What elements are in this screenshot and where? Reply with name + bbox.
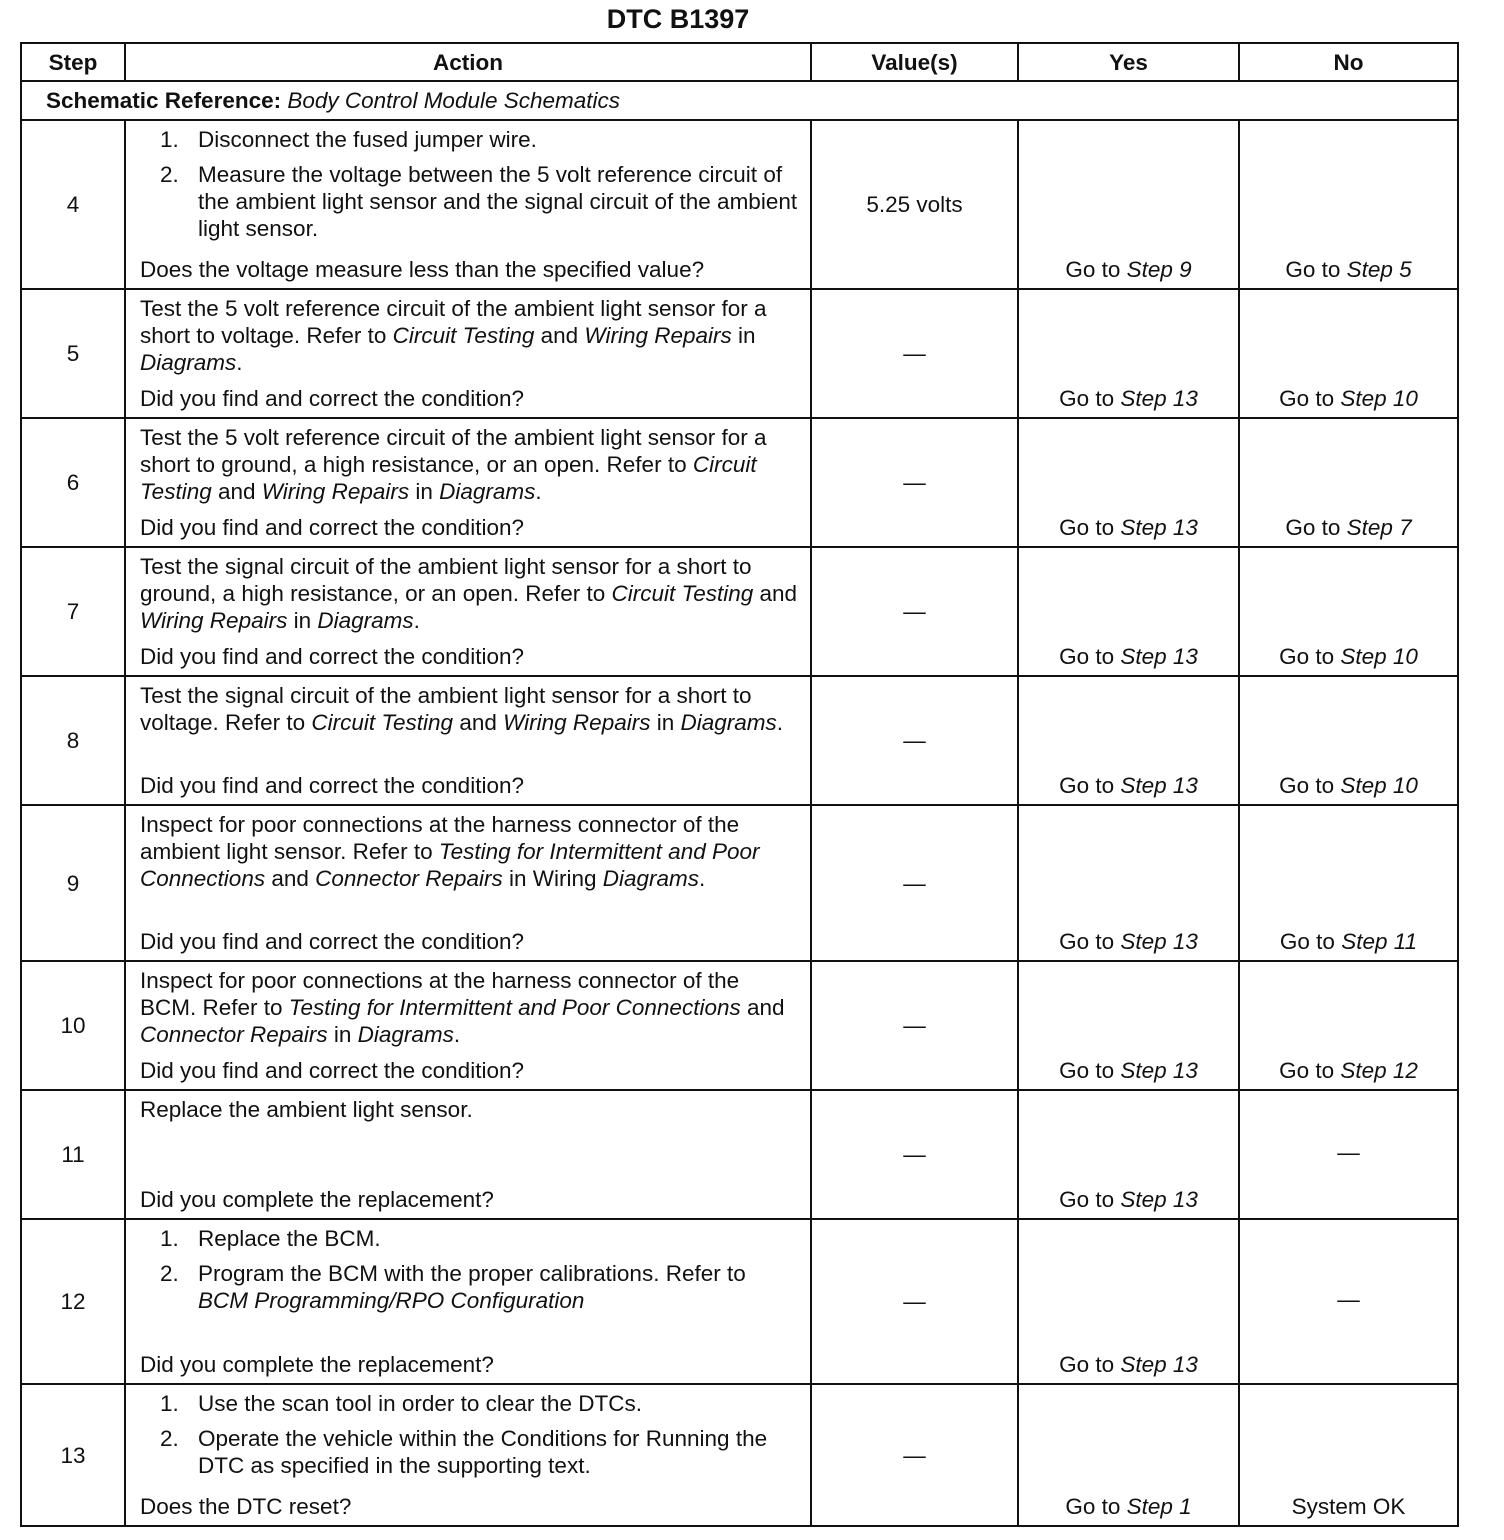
item-text: Use the scan tool in order to clear the DTCs. xyxy=(198,1391,642,1416)
goto-prefix: Go to xyxy=(1059,515,1115,540)
action-text: in xyxy=(650,710,681,735)
action-question: Did you find and correct the condition? xyxy=(140,386,524,411)
action-content xyxy=(140,967,800,1084)
goto-step-link: Step 13 xyxy=(1120,929,1198,954)
action-text: and xyxy=(753,581,798,606)
action-content xyxy=(140,1225,800,1378)
yes-cell xyxy=(1018,418,1239,547)
action-question: Did you find and correct the condition? xyxy=(140,929,524,954)
goto-prefix: Go to xyxy=(1065,1494,1121,1519)
header-no: No xyxy=(1239,43,1458,81)
goto-prefix: Go to xyxy=(1065,257,1121,282)
action-body xyxy=(140,1390,800,1487)
action-cell xyxy=(125,547,811,676)
value-cell: 5.25 volts xyxy=(811,120,1018,289)
action-text: and xyxy=(211,479,262,504)
step-row xyxy=(21,676,1458,805)
step-row xyxy=(21,961,1458,1090)
goto-prefix: Go to xyxy=(1059,644,1115,669)
yes-cell xyxy=(1018,289,1239,418)
action-emphasis: Circuit Testing xyxy=(392,323,535,348)
item-number: 2. xyxy=(160,1261,179,1286)
action-text: . xyxy=(236,350,243,375)
action-emphasis: Circuit Testing xyxy=(311,710,454,735)
action-emphasis: Wiring Repairs xyxy=(261,479,410,504)
yes-cell xyxy=(1018,805,1239,961)
goto-step-link: Step 7 xyxy=(1346,515,1412,540)
step-row xyxy=(21,547,1458,676)
action-body xyxy=(140,811,800,892)
yes-cell xyxy=(1018,1384,1239,1526)
no-cell xyxy=(1239,1384,1458,1526)
yes-cell xyxy=(1018,961,1239,1090)
goto-prefix: Go to xyxy=(1279,1058,1335,1083)
no-cell xyxy=(1239,547,1458,676)
no-cell xyxy=(1239,676,1458,805)
action-text: Inspect for poor connections at the harness connector of the ambient light sensor. Refer to xyxy=(140,812,740,864)
action-cell xyxy=(125,1090,811,1219)
action-text: in xyxy=(287,608,318,633)
item-text: Replace the BCM. xyxy=(198,1226,381,1251)
action-text: and xyxy=(740,995,785,1020)
goto-prefix: Go to xyxy=(1279,929,1335,954)
action-text: Replace the ambient light sensor. xyxy=(140,1097,473,1122)
no-cell xyxy=(1239,1090,1458,1219)
item-number: 1. xyxy=(160,1226,179,1251)
document-title: DTC B1397 xyxy=(606,4,750,34)
action-text: Test the signal circuit of the ambient light sensor for a short to ground, a high resistance, or an open. Refer to xyxy=(140,554,752,606)
action-question: Did you complete the replacement? xyxy=(140,1187,494,1212)
action-text: in xyxy=(409,479,440,504)
diagnostic-table xyxy=(20,42,1459,1527)
action-emphasis: Connector Repairs xyxy=(140,1022,328,1047)
action-cell xyxy=(125,1219,811,1384)
action-question: Does the voltage measure less than the specified value? xyxy=(140,257,705,282)
action-text: in xyxy=(731,323,756,348)
action-text: in xyxy=(327,1022,358,1047)
action-content xyxy=(140,424,800,541)
goto-step-link: Step 13 xyxy=(1120,644,1198,669)
goto-step-link: Step 11 xyxy=(1341,929,1418,954)
action-cell xyxy=(125,961,811,1090)
action-question: Did you find and correct the condition? xyxy=(140,644,524,669)
numbered-item xyxy=(160,1225,800,1252)
item-text: Measure the voltage between the 5 volt reference circuit of the ambient light sensor and the signal circuit of the ambient light sensor. xyxy=(198,162,798,241)
no-cell xyxy=(1239,1219,1458,1384)
action-text: Test the 5 volt reference circuit of the ambient light sensor for a short to ground, a high resistance, or an open. Refer to xyxy=(140,425,767,477)
numbered-item xyxy=(160,1425,800,1479)
step-row xyxy=(21,418,1458,547)
goto-step-link: Step 13 xyxy=(1120,1187,1198,1212)
item-number: 1. xyxy=(160,1391,179,1416)
action-text: and xyxy=(534,323,585,348)
header-action: Action xyxy=(125,43,811,81)
step-row xyxy=(21,1384,1458,1526)
value-cell: — xyxy=(811,547,1018,676)
action-emphasis: Diagrams xyxy=(357,1022,454,1047)
header-yes: Yes xyxy=(1018,43,1239,81)
goto-step-link: Step 13 xyxy=(1120,1058,1198,1083)
item-number: 2. xyxy=(160,162,179,187)
goto-prefix: Go to xyxy=(1059,1352,1115,1377)
goto-prefix: Go to xyxy=(1059,1187,1115,1212)
action-emphasis: Testing for Intermittent and Poor Connections xyxy=(288,995,741,1020)
value-cell: — xyxy=(811,289,1018,418)
yes-cell xyxy=(1018,1090,1239,1219)
action-body xyxy=(140,967,800,1048)
step-number: 12 xyxy=(21,1219,125,1384)
goto-prefix: Go to xyxy=(1285,257,1341,282)
goto-step-link: Step 9 xyxy=(1126,257,1192,282)
schematic-reference-row xyxy=(21,81,1458,120)
value-cell: — xyxy=(811,1219,1018,1384)
goto-prefix: Go to xyxy=(1059,929,1115,954)
action-text: Program the BCM with the proper calibrations. Refer to xyxy=(198,1261,746,1286)
item-text: Disconnect the fused jumper wire. xyxy=(198,127,537,152)
goto-step-link: Step 10 xyxy=(1340,386,1418,411)
action-question: Did you find and correct the condition? xyxy=(140,1058,524,1083)
action-content xyxy=(140,1096,800,1213)
action-cell xyxy=(125,805,811,961)
action-text: . xyxy=(535,479,542,504)
action-text: Inspect for poor connections at the harness connector of the BCM. Refer to xyxy=(140,968,740,1020)
goto-prefix: Go to xyxy=(1279,773,1335,798)
action-body xyxy=(140,424,800,505)
value-cell: — xyxy=(811,418,1018,547)
numbered-item xyxy=(160,161,800,242)
action-content xyxy=(140,126,800,283)
goto-step-link: Step 13 xyxy=(1120,515,1198,540)
item-number: 2. xyxy=(160,1426,179,1451)
action-emphasis: Wiring Repairs xyxy=(584,323,732,348)
action-emphasis: Diagrams xyxy=(602,866,700,891)
goto-prefix: Go to xyxy=(1059,1058,1115,1083)
yes-cell xyxy=(1018,676,1239,805)
action-emphasis: Diagrams xyxy=(317,608,414,633)
step-number: 8 xyxy=(21,676,125,805)
action-emphasis: Diagrams xyxy=(140,350,237,375)
action-text: . xyxy=(699,866,706,891)
action-content xyxy=(140,682,800,799)
schematic-label: Schematic Reference: xyxy=(46,88,282,113)
goto-step-link: Step 12 xyxy=(1340,1058,1418,1083)
action-text: . xyxy=(776,710,784,735)
no-cell xyxy=(1239,289,1458,418)
action-content xyxy=(140,1390,800,1520)
no-cell xyxy=(1239,418,1458,547)
action-cell xyxy=(125,418,811,547)
action-text: Test the 5 volt reference circuit of the ambient light sensor for a short to voltage. Refer to xyxy=(140,296,767,348)
header-values: Value(s) xyxy=(811,43,1018,81)
value-cell: — xyxy=(811,676,1018,805)
value-cell: — xyxy=(811,1384,1018,1526)
action-question: Did you find and correct the condition? xyxy=(140,515,524,540)
header-row xyxy=(21,43,1458,81)
yes-cell xyxy=(1018,1219,1239,1384)
action-question: Did you find and correct the condition? xyxy=(140,773,524,798)
action-body xyxy=(140,553,800,634)
yes-cell xyxy=(1018,547,1239,676)
goto-step-link: Step 10 xyxy=(1340,644,1418,669)
goto-step-link: Step 13 xyxy=(1120,386,1198,411)
action-body xyxy=(140,682,800,736)
step-number: 7 xyxy=(21,547,125,676)
step-row xyxy=(21,289,1458,418)
step-number: 5 xyxy=(21,289,125,418)
no-cell xyxy=(1239,961,1458,1090)
yes-cell xyxy=(1018,120,1239,289)
schematic-reference xyxy=(21,81,1458,120)
numbered-item xyxy=(160,126,800,153)
action-text: . xyxy=(453,1022,461,1047)
numbered-item xyxy=(160,1260,800,1314)
action-question: Did you complete the replacement? xyxy=(140,1352,494,1377)
step-row xyxy=(21,805,1458,961)
action-content xyxy=(140,553,800,670)
action-text: . xyxy=(413,608,420,633)
action-emphasis: Connector Repairs xyxy=(315,866,503,891)
step-number: 6 xyxy=(21,418,125,547)
action-emphasis: BCM Programming/RPO Configuration xyxy=(198,1288,585,1313)
action-body xyxy=(140,1225,800,1322)
step-number: 13 xyxy=(21,1384,125,1526)
goto-prefix: Go to xyxy=(1059,773,1115,798)
action-cell xyxy=(125,289,811,418)
step-row xyxy=(21,120,1458,289)
action-body xyxy=(140,1096,800,1123)
item-text: Operate the vehicle within the Conditions for Running the DTC as specified in the supporting text. xyxy=(198,1426,768,1478)
step-number: 10 xyxy=(21,961,125,1090)
item-number: 1. xyxy=(160,127,179,152)
action-emphasis: Testing for Intermittent and Poor Connections xyxy=(140,839,760,891)
goto-prefix: Go to xyxy=(1279,644,1335,669)
step-row xyxy=(21,1090,1458,1219)
action-text: Test the signal circuit of the ambient light sensor for a short to voltage. Refer to xyxy=(140,683,752,735)
value-cell: — xyxy=(811,961,1018,1090)
action-text: and xyxy=(265,866,316,891)
no-result: System OK xyxy=(1291,1494,1406,1519)
step-row xyxy=(21,1219,1458,1384)
action-content xyxy=(140,295,800,412)
goto-prefix: Go to xyxy=(1279,386,1335,411)
header-step: Step xyxy=(21,43,125,81)
no-cell xyxy=(1239,120,1458,289)
goto-step-link: Step 10 xyxy=(1340,773,1418,798)
goto-step-link: Step 13 xyxy=(1120,1352,1198,1377)
action-emphasis: Wiring Repairs xyxy=(140,608,288,633)
goto-step-link: Step 13 xyxy=(1120,773,1198,798)
action-emphasis: Circuit Testing xyxy=(140,452,757,504)
numbered-item xyxy=(160,1390,800,1417)
action-emphasis: Circuit Testing xyxy=(611,581,754,606)
action-text: in Wiring xyxy=(502,866,603,891)
action-cell xyxy=(125,1384,811,1526)
action-body xyxy=(140,295,800,376)
no-cell xyxy=(1239,805,1458,961)
action-cell xyxy=(125,676,811,805)
step-number: 4 xyxy=(21,120,125,289)
goto-step-link: Step 1 xyxy=(1126,1494,1192,1519)
action-emphasis: Diagrams xyxy=(680,710,777,735)
action-text: and xyxy=(453,710,504,735)
value-cell: — xyxy=(811,1090,1018,1219)
goto-step-link: Step 5 xyxy=(1346,257,1412,282)
item-text xyxy=(198,1260,800,1314)
value-cell: — xyxy=(811,805,1018,961)
action-body xyxy=(140,126,800,250)
action-emphasis: Diagrams xyxy=(439,479,536,504)
goto-prefix: Go to xyxy=(1285,515,1341,540)
action-question: Does the DTC reset? xyxy=(140,1494,352,1519)
step-number: 11 xyxy=(21,1090,125,1219)
action-emphasis: Wiring Repairs xyxy=(503,710,651,735)
schematic-value: Body Control Module Schematics xyxy=(287,88,621,113)
action-content xyxy=(140,811,800,955)
no-result: — xyxy=(1337,1139,1360,1165)
action-cell xyxy=(125,120,811,289)
step-number: 9 xyxy=(21,805,125,961)
no-result: — xyxy=(1337,1286,1360,1312)
goto-prefix: Go to xyxy=(1059,386,1115,411)
